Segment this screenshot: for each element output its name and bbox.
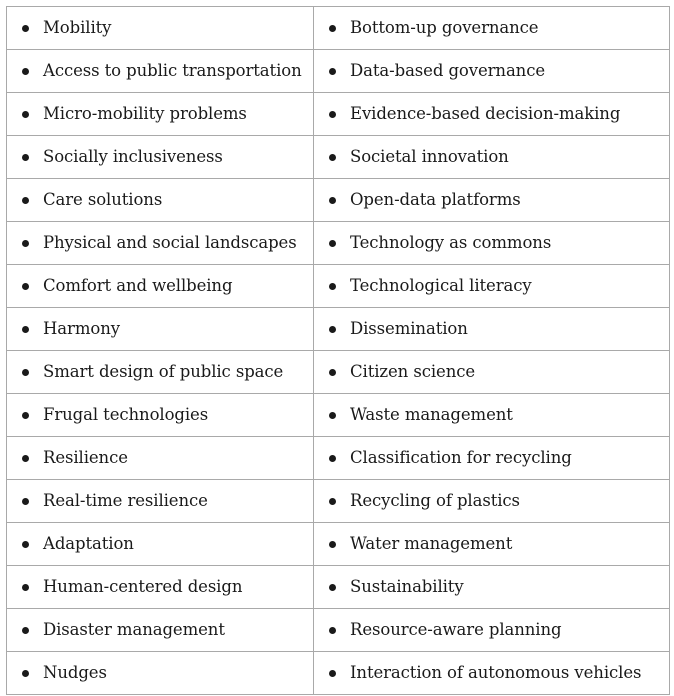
table-body (7, 7, 670, 695)
item-text: Human-centered design (43, 576, 243, 596)
table-row (7, 308, 670, 351)
list-item (314, 7, 669, 49)
list-item (314, 609, 669, 651)
item-text: Sustainability (350, 576, 464, 596)
bullet-icon (22, 498, 29, 505)
list-item (7, 136, 313, 178)
bullet-icon (329, 25, 336, 32)
item-text: Bottom-up governance (350, 17, 539, 37)
bullet-icon (329, 283, 336, 290)
list-item (7, 50, 313, 92)
bullet-icon (329, 584, 336, 591)
list-item (7, 394, 313, 436)
bullet-icon (329, 541, 336, 548)
list-item (7, 179, 313, 221)
item-text: Care solutions (43, 189, 163, 209)
table-row (7, 523, 670, 566)
item-text: Smart design of public space (43, 361, 284, 381)
item-text: Water management (350, 533, 513, 553)
list-item (314, 179, 669, 221)
list-item (314, 93, 669, 135)
bullet-icon (22, 369, 29, 376)
item-text: Resource-aware planning (350, 619, 562, 639)
bullet-icon (22, 627, 29, 634)
item-text: Waste management (350, 404, 513, 424)
table-cell-right (314, 308, 670, 351)
list-item (314, 351, 669, 393)
item-text: Disaster management (43, 619, 225, 639)
bullet-icon (22, 455, 29, 462)
bullet-icon (329, 670, 336, 677)
bullet-icon (22, 197, 29, 204)
bullet-icon (22, 584, 29, 591)
table-cell-right (314, 652, 670, 695)
item-text: Comfort and wellbeing (43, 275, 233, 295)
bullet-icon (22, 240, 29, 247)
item-text: Harmony (43, 318, 120, 338)
table-cell-right (314, 437, 670, 480)
list-item (314, 566, 669, 608)
item-text: Real-time resilience (43, 490, 208, 510)
table-cell-right (314, 394, 670, 437)
item-text: Societal innovation (350, 146, 509, 166)
table-cell-left (7, 394, 314, 437)
item-text: Evidence-based decision-making (350, 103, 621, 123)
item-text: Access to public transportation (43, 60, 302, 80)
item-text: Classification for recycling (350, 447, 572, 467)
table-cell-right (314, 7, 670, 50)
list-item (7, 7, 313, 49)
list-item (7, 265, 313, 307)
item-text: Nudges (43, 662, 107, 682)
table-cell-right (314, 523, 670, 566)
list-item (314, 50, 669, 92)
table-row (7, 93, 670, 136)
item-text: Technology as commons (350, 232, 552, 252)
item-text: Open-data platforms (350, 189, 521, 209)
table-cell-left (7, 566, 314, 609)
bullet-icon (22, 283, 29, 290)
list-item (314, 480, 669, 522)
bullet-icon (329, 197, 336, 204)
table-cell-left (7, 93, 314, 136)
item-text: Frugal technologies (43, 404, 209, 424)
item-text: Dissemination (350, 318, 468, 338)
table-cell-left (7, 523, 314, 566)
bullet-icon (22, 154, 29, 161)
item-text: Socially inclusiveness (43, 146, 223, 166)
item-text: Mobility (43, 17, 112, 37)
bullet-icon (22, 541, 29, 548)
bullet-icon (329, 68, 336, 75)
list-item (314, 136, 669, 178)
bullet-icon (329, 498, 336, 505)
list-item (7, 609, 313, 651)
item-text: Adaptation (43, 533, 134, 553)
bullet-icon (329, 455, 336, 462)
item-text: Recycling of plastics (350, 490, 520, 510)
item-text: Micro-mobility problems (43, 103, 247, 123)
list-item (314, 222, 669, 264)
table-cell-right (314, 566, 670, 609)
table-row (7, 50, 670, 93)
table-cell-left (7, 50, 314, 93)
item-text: Technological literacy (350, 275, 532, 295)
table-row (7, 136, 670, 179)
table-row (7, 7, 670, 50)
list-item (7, 437, 313, 479)
list-item (7, 480, 313, 522)
table-cell-left (7, 7, 314, 50)
table-row (7, 652, 670, 695)
bullet-icon (329, 111, 336, 118)
bullet-icon (329, 627, 336, 634)
table-cell-left (7, 351, 314, 394)
table-cell-right (314, 351, 670, 394)
item-text: Physical and social landscapes (43, 232, 297, 252)
bullet-icon (22, 670, 29, 677)
table-row (7, 480, 670, 523)
table-cell-left (7, 437, 314, 480)
table-cell-left (7, 480, 314, 523)
table-cell-left (7, 222, 314, 265)
bullet-icon (22, 326, 29, 333)
bullet-icon (22, 68, 29, 75)
table-row (7, 351, 670, 394)
table-cell-right (314, 93, 670, 136)
item-text: Data-based governance (350, 60, 546, 80)
table-row (7, 265, 670, 308)
table-row (7, 566, 670, 609)
table-cell-right (314, 179, 670, 222)
table-cell-right (314, 609, 670, 652)
table-row (7, 437, 670, 480)
list-item (314, 394, 669, 436)
list-item (7, 652, 313, 694)
list-item (7, 523, 313, 565)
bullet-icon (22, 412, 29, 419)
bullet-icon (329, 326, 336, 333)
list-item (7, 351, 313, 393)
table-cell-left (7, 179, 314, 222)
list-item (7, 308, 313, 350)
bullet-icon (329, 154, 336, 161)
item-text: Resilience (43, 447, 128, 467)
table-cell-left (7, 652, 314, 695)
item-text: Interaction of autonomous vehicles (350, 662, 642, 682)
list-item (314, 437, 669, 479)
item-text: Citizen science (350, 361, 476, 381)
table-row (7, 222, 670, 265)
bullet-icon (22, 111, 29, 118)
table-cell-right (314, 222, 670, 265)
list-item (314, 308, 669, 350)
bullet-icon (329, 240, 336, 247)
list-item (314, 652, 669, 694)
bullet-icon (329, 369, 336, 376)
table-cell-right (314, 265, 670, 308)
table-row (7, 179, 670, 222)
table-cell-right (314, 50, 670, 93)
table-cell-left (7, 609, 314, 652)
bullet-icon (329, 412, 336, 419)
list-item (7, 566, 313, 608)
table-cell-left (7, 136, 314, 179)
table-row (7, 394, 670, 437)
bullet-icon (22, 25, 29, 32)
topics-table (6, 6, 670, 695)
topics-table-container (6, 6, 668, 695)
table-cell-left (7, 308, 314, 351)
list-item (7, 93, 313, 135)
list-item (314, 265, 669, 307)
table-cell-left (7, 265, 314, 308)
table-cell-right (314, 480, 670, 523)
table-row (7, 609, 670, 652)
table-cell-right (314, 136, 670, 179)
list-item (7, 222, 313, 264)
list-item (314, 523, 669, 565)
